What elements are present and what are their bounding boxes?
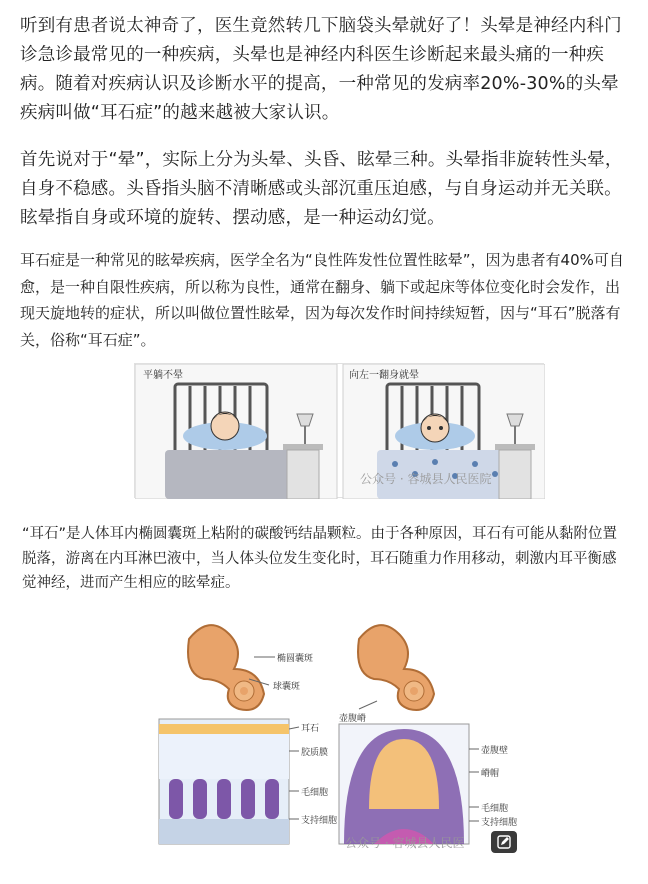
label-hair-cells-right: 毛细胞	[481, 804, 509, 814]
label-ampulla: 壶腹嵴	[339, 714, 367, 724]
watermark-figure2: 公众号 · 容城县人民医	[345, 836, 465, 850]
panel-left-label: 平躺不晕	[143, 370, 183, 381]
paragraph-dizziness-types: 首先说对于“晕”，实际上分为头晕、头昏、眩晕三种。头晕指非旋转性头晕，自身不稳感。头昏指头脑不清晰感或头部沉重压迫感，与自身运动并无关联。眩晕指自身或环境的旋转、摆动感，是一种运动幻觉。	[20, 150, 623, 228]
inner-ear-diagram	[149, 609, 523, 861]
label-cupula: 嵴帽	[481, 769, 500, 779]
edit-button[interactable]	[491, 831, 517, 853]
paragraph-otolith-explanation: “耳石”是人体耳内椭圆囊斑上粘附的碳酸钙结晶颗粒。由于各种原因，耳石有可能从黏附位置脱落，游离在内耳淋巴液中，当人体头位发生变化时，耳石随重力作用移动，刺激内耳平衡感觉神经，进而产生相应的眩晕症。	[22, 526, 618, 591]
panel-right-label: 向左一翻身就晕	[349, 370, 419, 381]
edit-icon	[497, 835, 511, 849]
paragraph-bppv-definition: 耳石症是一种常见的眩晕疾病，医学全名为“良性阵发性位置性眩晕”，因为患者有40%可自愈，是一种自限性疾病，所以称为良性，通常在翻身、躺下或起床等体位变化时会发作，出现天旋地转的症状，所以叫做位置性眩晕，因为每次发作时间持续短暂，因与“耳石”脱落有关，俗称“耳石症”。	[20, 251, 624, 349]
label-ampulla-wall: 壶腹壁	[481, 746, 509, 756]
paragraph-intro: 听到有患者说太神奇了，医生竟然转几下脑袋头晕就好了！头晕是神经内科门诊急诊最常见的一种疾病，头晕也是神经内科医生诊断起来最头痛的一种疾病。随着对疾病认识及诊断水平的提高，一种常见的发病率20%-30%的头晕疾病叫做“耳石症”的越来越被大家认识。	[20, 16, 622, 123]
label-gel: 胶质膜	[301, 748, 329, 758]
label-saccule: 球囊斑	[273, 682, 301, 692]
watermark-figure1: 公众号 · 容城县人民医院	[360, 472, 492, 486]
label-utricle: 椭圆囊斑	[277, 654, 314, 664]
label-support-cells-right: 支持细胞	[481, 818, 518, 828]
label-support-cells: 支持细胞	[301, 816, 338, 826]
label-otolith: 耳石	[301, 724, 320, 734]
inner-ear-diagram-svg	[149, 609, 523, 861]
label-hair-cells: 毛细胞	[301, 788, 329, 798]
